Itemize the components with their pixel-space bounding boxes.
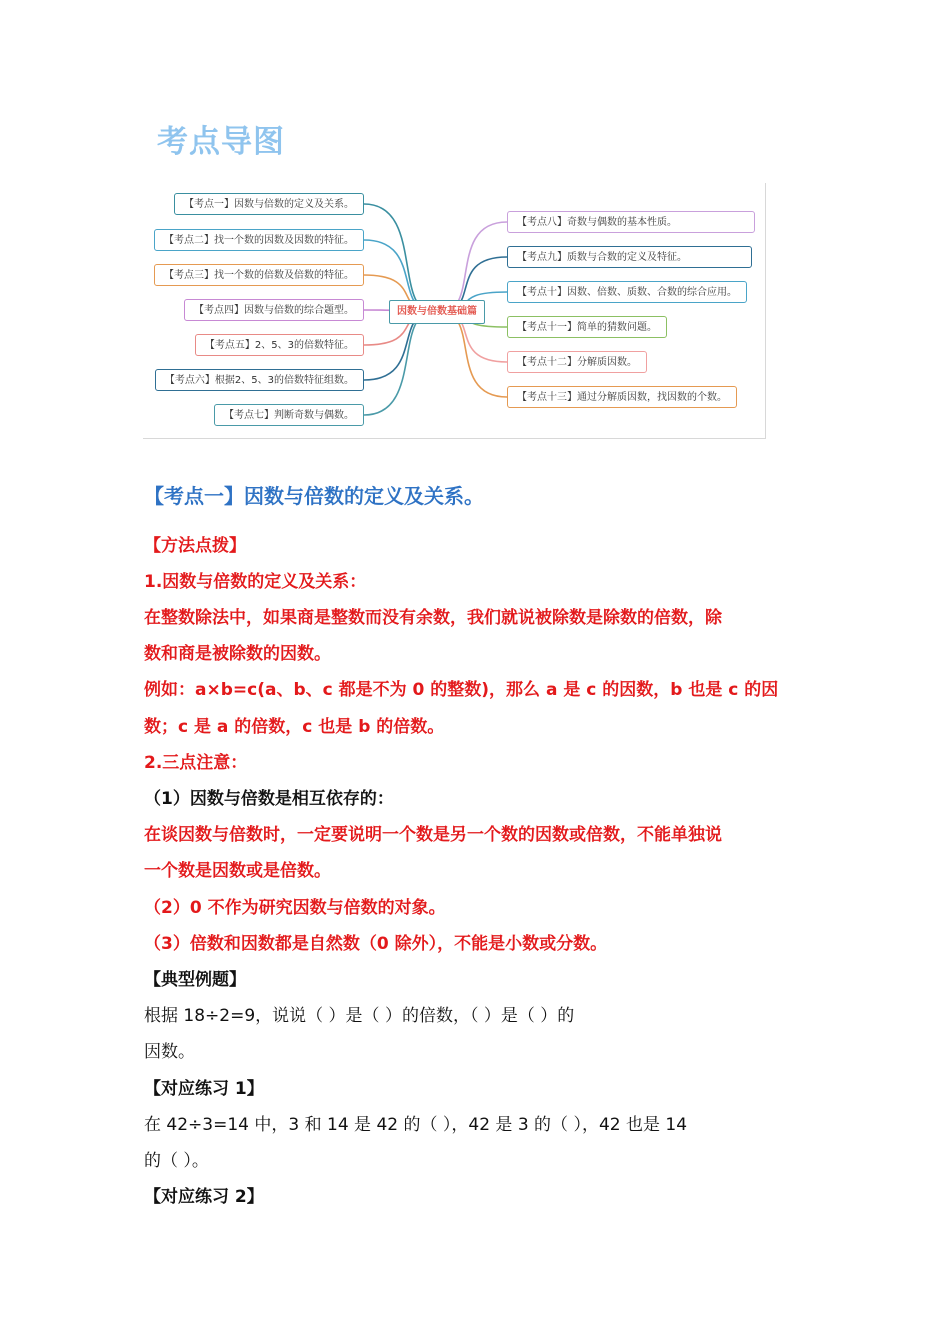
mind-map-node-right-5: 【考点十二】分解质因数。 <box>507 351 647 373</box>
mind-map-node-right-6: 【考点十三】通过分解质因数，找因数的个数。 <box>507 386 737 408</box>
mind-map-connector <box>441 312 507 397</box>
example-question-line: 根据 18÷2=9，说说（ ）是（ ）的倍数，（ ）是（ ）的 <box>144 1006 575 1026</box>
point2-heading: 2.三点注意： <box>144 753 248 773</box>
note1-text-line: 在谈因数与倍数时，一定要说明一个数是另一个数的因数或倍数，不能单独说 <box>144 825 722 845</box>
mind-map-node-left-3: 【考点三】找一个数的倍数及倍数的特征。 <box>154 264 364 286</box>
note1-text-line: 一个数是因数或是倍数。 <box>144 861 331 881</box>
mind-map-node-right-4: 【考点十一】简单的猜数问题。 <box>507 316 667 338</box>
mind-map-node-right-2: 【考点九】质数与合数的定义及特征。 <box>507 246 752 268</box>
note1-heading: （1）因数与倍数是相互依存的： <box>144 789 394 809</box>
example-heading: 【典型例题】 <box>144 970 246 990</box>
practice1-heading: 【对应练习 1】 <box>144 1079 264 1099</box>
practice2-heading: 【对应练习 2】 <box>144 1187 264 1207</box>
point1-example-line: 例如：a×b=c(a、b、c 都是不为 0 的整数)，那么 a 是 c 的因数，b 也是 c 的因 <box>144 680 779 700</box>
mind-map-center-node: 因数与倍数基础篇 <box>389 300 485 324</box>
example-question-line: 因数。 <box>144 1042 195 1062</box>
mind-map-node-left-2: 【考点二】找一个数的因数及因数的特征。 <box>154 229 364 251</box>
point1-heading: 1.因数与倍数的定义及关系： <box>144 572 367 592</box>
point1-example-line: 数；c 是 a 的倍数，c 也是 b 的倍数。 <box>144 717 445 737</box>
section-title: 【考点一】因数与倍数的定义及关系。 <box>144 484 484 508</box>
mind-map-node-left-1: 【考点一】因数与倍数的定义及关系。 <box>174 193 364 215</box>
mind-map-node-right-3: 【考点十】因数、倍数、质数、合数的综合应用。 <box>507 281 747 303</box>
practice1-question-line: 在 42÷3=14 中，3 和 14 是 42 的（ ），42 是 3 的（ ），42 也是 14 <box>144 1115 688 1135</box>
mind-map-node-left-6: 【考点六】根据2、5、3的倍数特征组数。 <box>155 369 364 391</box>
mind-map-node-left-5: 【考点五】2、5、3的倍数特征。 <box>195 334 364 356</box>
method-heading: 【方法点拨】 <box>144 536 246 556</box>
note2-text: （2）0 不作为研究因数与倍数的对象。 <box>144 898 446 918</box>
mind-map-node-left-4: 【考点四】因数与倍数的综合题型。 <box>184 299 364 321</box>
practice1-question-line: 的（ ）。 <box>144 1151 209 1171</box>
mind-map-node-left-7: 【考点七】判断奇数与偶数。 <box>214 404 364 426</box>
mind-map-heading: 考点导图 <box>157 124 285 160</box>
note3-text: （3）倍数和因数都是自然数（0 除外），不能是小数或分数。 <box>144 934 608 954</box>
mind-map <box>143 183 766 439</box>
point1-text-line: 数和商是被除数的因数。 <box>144 644 331 664</box>
point1-text-line: 在整数除法中，如果商是整数而没有余数，我们就说被除数是除数的倍数，除 <box>144 608 722 628</box>
mind-map-node-right-1: 【考点八】奇数与偶数的基本性质。 <box>507 211 755 233</box>
mind-map-connector <box>441 222 507 312</box>
